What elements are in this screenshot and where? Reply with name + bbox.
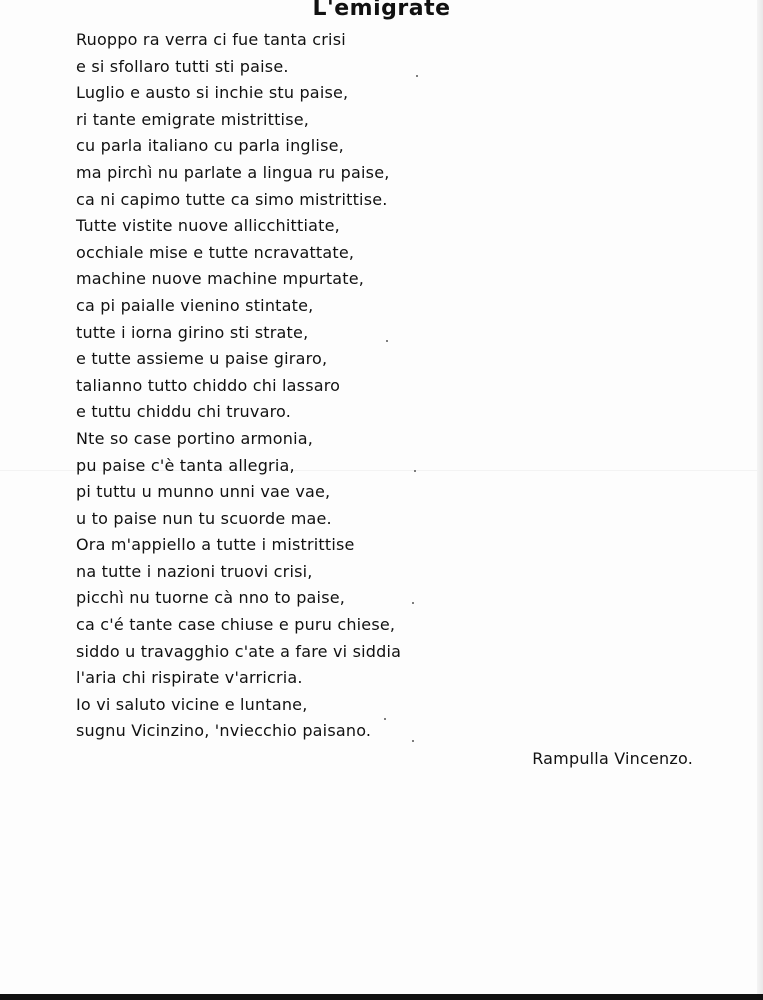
scan-bottom-edge: [0, 994, 763, 1000]
poem-line: ma pirchì nu parlate a lingua ru paise,: [76, 162, 390, 182]
poem-line: tutte i iorna girino sti strate,: [76, 322, 309, 342]
poem-body: [76, 27, 401, 745]
poem-line: pi tuttu u munno unni vae vae,: [76, 482, 331, 502]
poem-line: Luglio e austo si inchie stu paise,: [76, 83, 349, 103]
poem-line: u to paise nun tu scuorde mae.: [76, 508, 332, 528]
poem-line: ca c'é tante case chiuse e puru chiese,: [76, 615, 396, 635]
scan-speck: [412, 740, 414, 742]
poem-line: sugnu Vicinzino, 'nviecchio paisano.: [76, 721, 372, 741]
poem-signature: Rampulla Vincenzo.: [532, 749, 693, 768]
scan-speck: [412, 602, 414, 604]
poem-line: Nte so case portino armonia,: [76, 428, 314, 448]
poem-line: picchì nu tuorne cà nno to paise,: [76, 588, 346, 608]
paper-right-edge: [757, 0, 763, 1000]
poem-line: Ora m'appiello a tutte i mistrittise: [76, 535, 355, 555]
poem-line: e tutte assieme u paise giraro,: [76, 349, 328, 369]
scan-speck: [416, 75, 418, 77]
poem-line: e si sfollaro tutti sti paise.: [76, 56, 289, 76]
poem-line: siddo u travagghio c'ate a fare vi siddia: [76, 641, 402, 661]
scan-speck: [414, 470, 416, 472]
scan-speck: [384, 718, 386, 720]
poem-line: na tutte i nazioni truovi crisi,: [76, 561, 313, 581]
poem-line: ca ni capimo tutte ca simo mistrittise.: [76, 189, 388, 209]
poem-line: occhiale mise e tutte ncravattate,: [76, 242, 355, 262]
poem-line: machine nuove machine mpurtate,: [76, 269, 365, 289]
poem-line: talianno tutto chiddo chi lassaro: [76, 375, 341, 395]
poem-line: l'aria chi rispirate v'arricria.: [76, 668, 303, 688]
poem-line: cu parla italiano cu parla inglise,: [76, 136, 344, 156]
poem-line: pu paise c'è tanta allegria,: [76, 455, 295, 475]
poem-line: ri tante emigrate mistrittise,: [76, 109, 310, 129]
poem-line: Io vi saluto vicine e luntane,: [76, 694, 308, 714]
poem-line: e tuttu chiddu chi truvaro.: [76, 402, 291, 422]
poem-line: ca pi paialle vienino stintate,: [76, 295, 314, 315]
poem-title: L'emigrate: [312, 0, 451, 21]
poem-line: Ruoppo ra verra ci fue tanta crisi: [76, 30, 346, 49]
poem-line: Tutte vistite nuove allicchittiate,: [76, 216, 340, 236]
scan-speck: [386, 340, 388, 342]
